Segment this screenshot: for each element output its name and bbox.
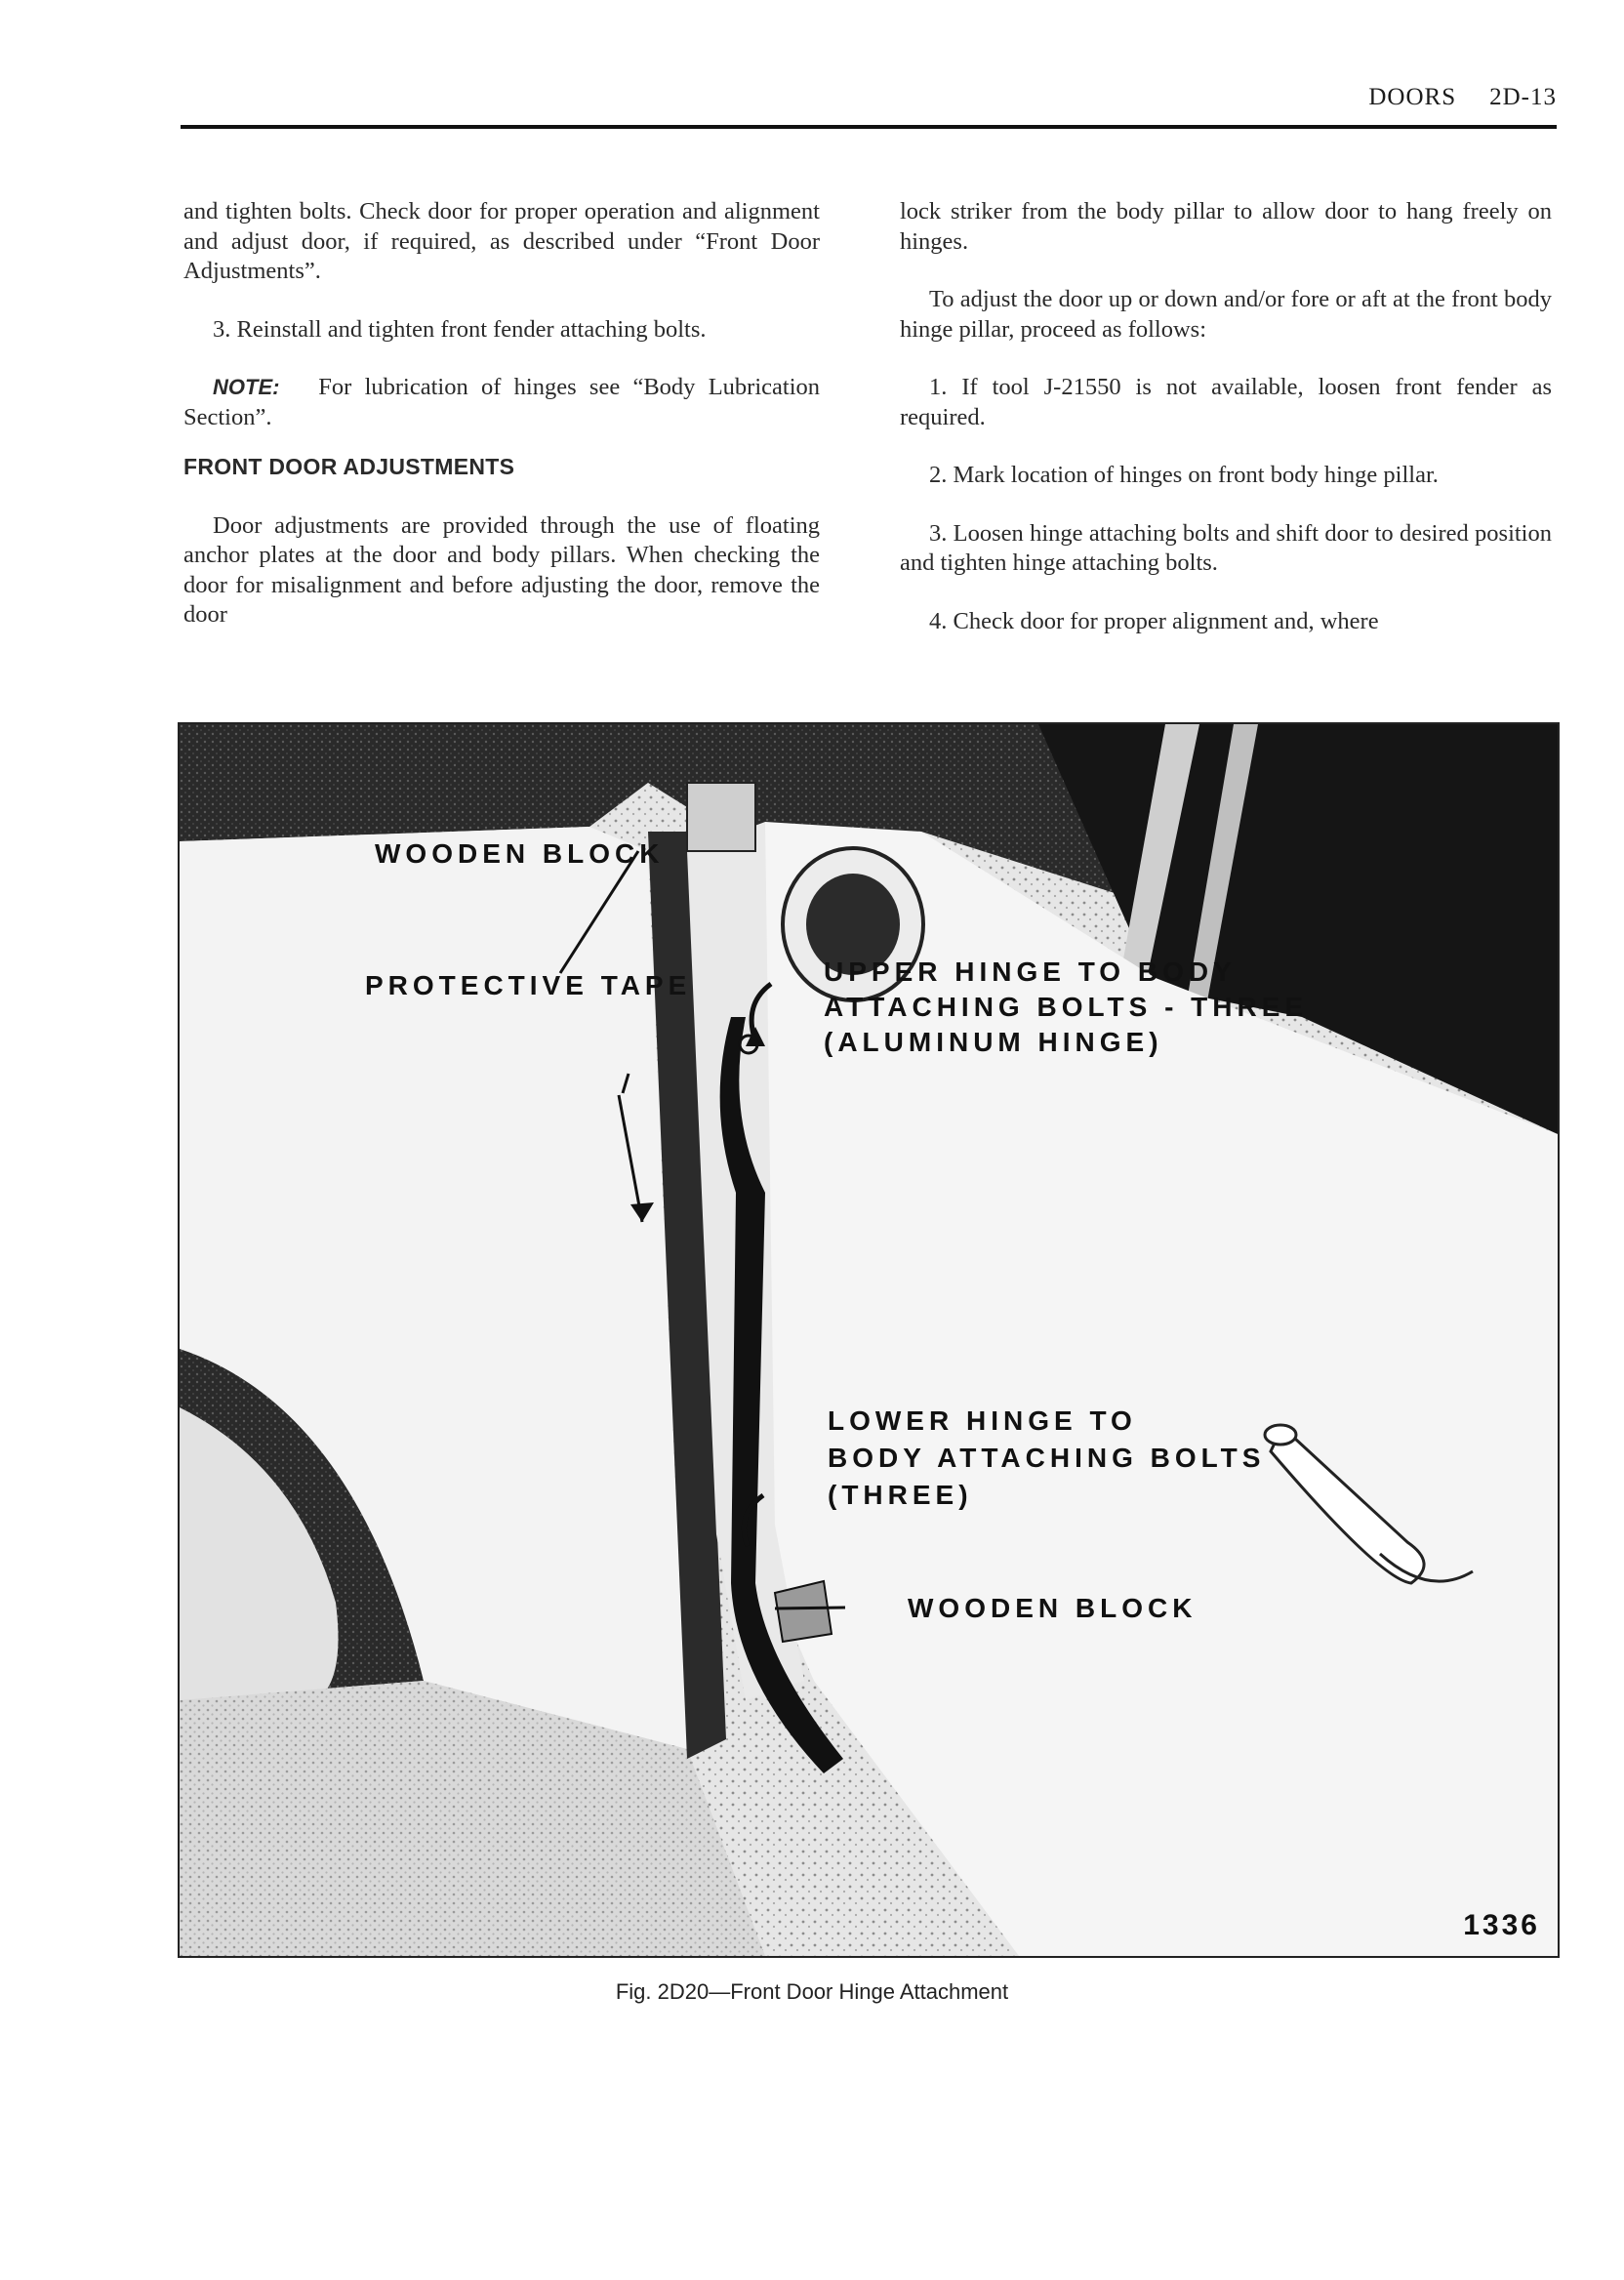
- hinge-photo-figure: [178, 722, 1560, 1958]
- callout-lower-hinge-line-3: (THREE): [828, 1480, 973, 1510]
- header-section: DOORS: [1368, 84, 1457, 110]
- right-column: [900, 197, 1552, 636]
- callout-upper-hinge-line-2: ATTACHING BOLTS - THREE: [824, 992, 1309, 1022]
- callout-lower-hinge-line-1: LOWER HINGE TO: [828, 1405, 1137, 1436]
- right-paragraph-2: To adjust the door up or down and/or fore or aft at the front body hinge pillar, proceed as follows:: [900, 286, 1552, 343]
- left-paragraph-3: Door adjustments are provided through the use of floating anchor plates at the door and body pillars. When checking the door for misalignment and before adjusting the door, remove the door: [183, 511, 820, 628]
- figure-caption: Fig. 2D20—Front Door Hinge Attachment: [615, 1979, 1009, 2004]
- upper-wooden-block: [687, 783, 755, 851]
- note-label: NOTE:: [213, 375, 280, 399]
- header-rule: [181, 125, 1557, 129]
- left-column: [183, 197, 820, 631]
- header-page-number: 2D-13: [1489, 84, 1557, 110]
- step-4: 4. Check door for proper alignment and, where: [929, 607, 1379, 634]
- step-1: 1. If tool J-21550 is not available, loosen front fender as required.: [900, 374, 1552, 430]
- lower-wooden-block: [775, 1581, 832, 1642]
- callout-upper-hinge-line-1: UPPER HINGE TO BODY: [824, 957, 1237, 987]
- callout-upper-hinge-line-3: (ALUMINUM HINGE): [824, 1027, 1163, 1057]
- figure-number: 1336: [1463, 1909, 1540, 1941]
- left-step-3: 3. Reinstall and tighten front fender attaching bolts.: [213, 315, 707, 343]
- left-paragraph-1: and tighten bolts. Check door for proper operation and alignment and adjust door, if required, as described under “Front Door Adjustments”.: [183, 198, 820, 284]
- door-handle-pivot: [1265, 1425, 1296, 1445]
- callout-wooden-block-top: WOODEN BLOCK: [375, 838, 665, 869]
- page-header: [181, 84, 1557, 129]
- callout-protective-tape: PROTECTIVE TAPE: [365, 970, 692, 1000]
- step-2: 2. Mark location of hinges on front body hinge pillar.: [929, 462, 1439, 488]
- section-heading: FRONT DOOR ADJUSTMENTS: [183, 454, 515, 479]
- callout-wooden-block-bottom: WOODEN BLOCK: [908, 1593, 1198, 1623]
- callout-lower-hinge-line-2: BODY ATTACHING BOLTS: [828, 1443, 1266, 1473]
- hinge-photo-illustration: [180, 724, 1558, 1956]
- step-3: 3. Loosen hinge attaching bolts and shift door to desired position and tighten hinge attaching bolts.: [900, 519, 1552, 576]
- right-paragraph-1: lock striker from the body pillar to allow door to hang freely on hinges.: [900, 198, 1552, 255]
- note-paragraph: [183, 373, 820, 432]
- header-text: [1335, 84, 1557, 111]
- note-text: For lubrication of hinges see “Body Lubrication Section”.: [183, 374, 821, 430]
